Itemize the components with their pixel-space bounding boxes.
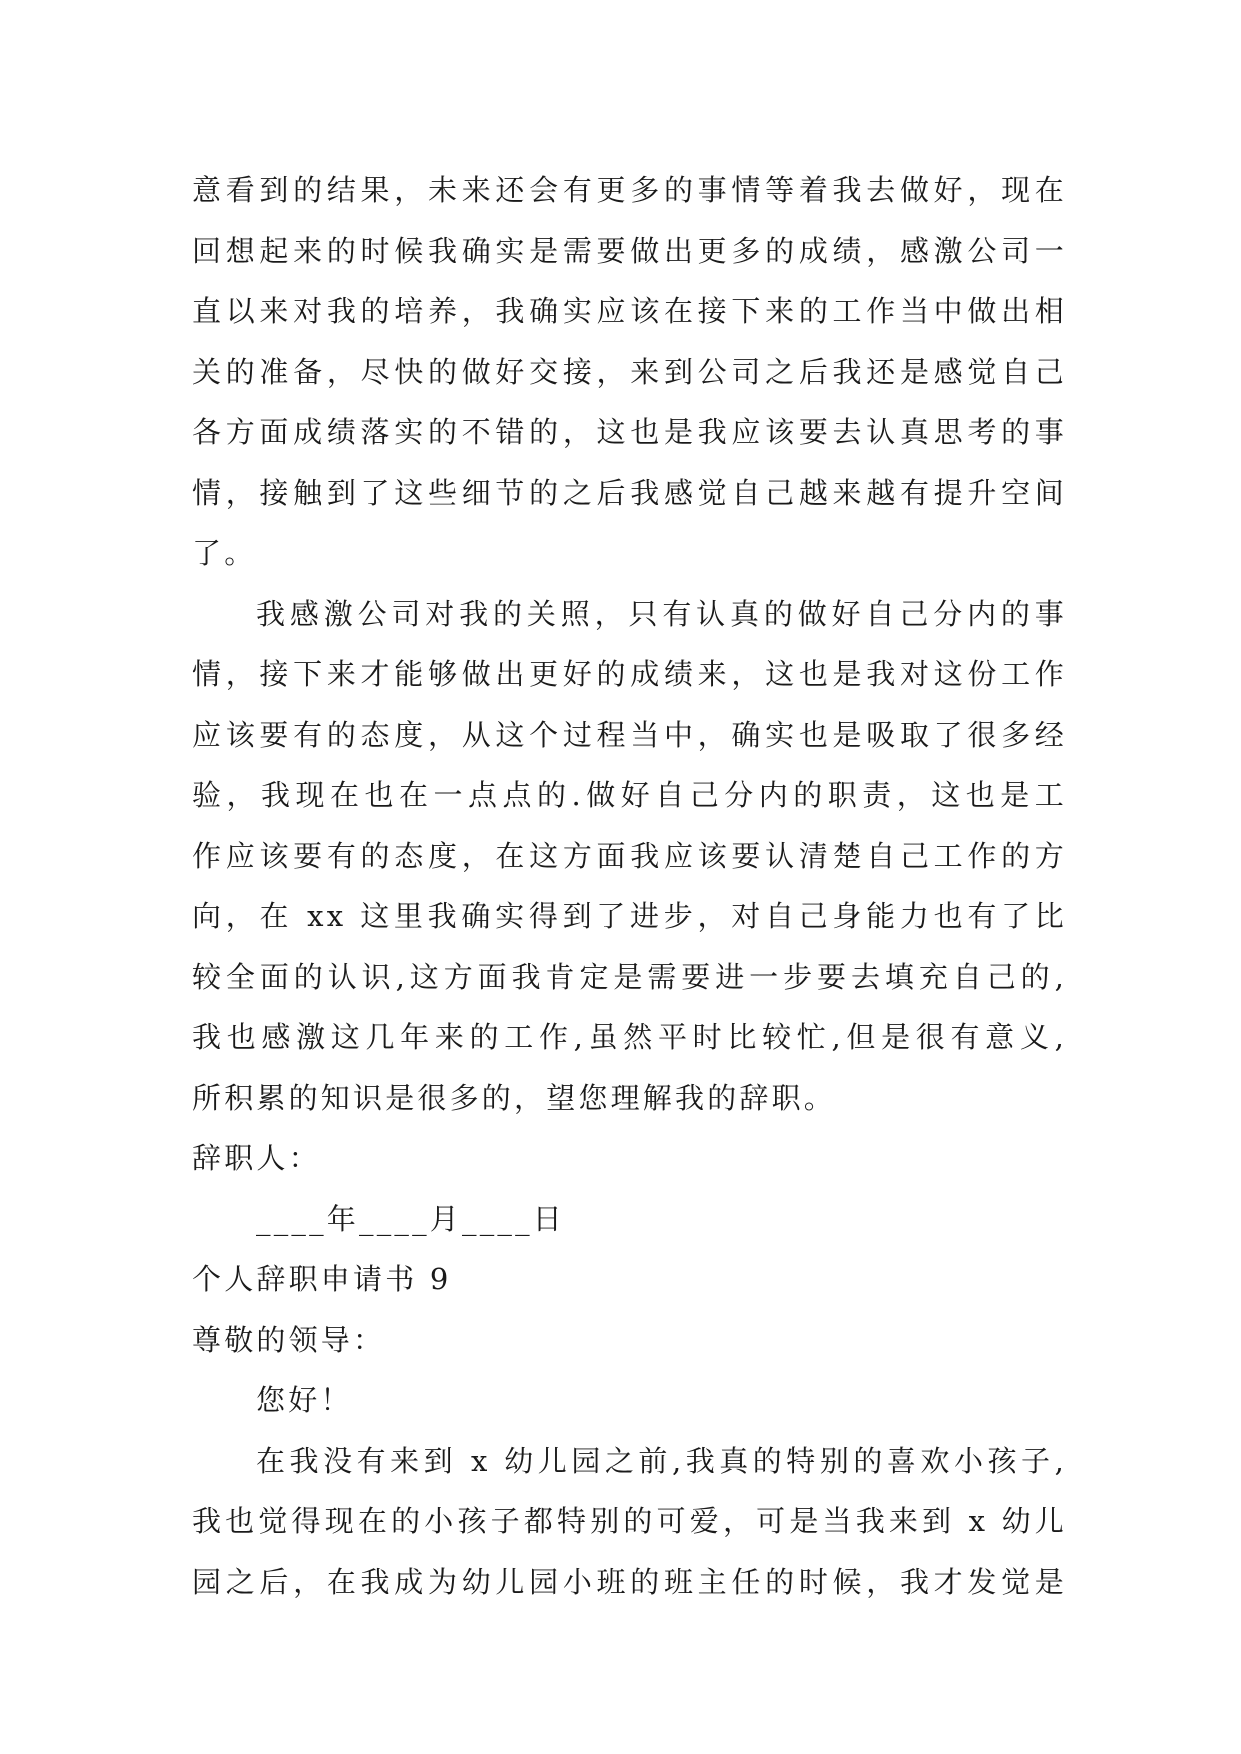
text-line: 较全面的认识,这方面我肯定是需要进一步要去填充自己的, bbox=[192, 959, 1067, 994]
text-line: 直以来对我的培养，我确实应该在接下来的工作当中做出相 bbox=[192, 294, 1067, 328]
text-line: 各方面成绩落实的不错的，这也是我应该要去认真思考的事 bbox=[192, 415, 1067, 449]
text-line: 验，我现在也在一点点的.做好自己分内的职责，这也是工 bbox=[192, 778, 1067, 812]
text-line: 情，接下来才能够做出更好的成绩来，这也是我对这份工作 bbox=[192, 657, 1067, 691]
text-line: 所积累的知识是很多的，望您理解我的辞职。 bbox=[192, 1080, 837, 1115]
greeting: 您好！ bbox=[256, 1383, 353, 1417]
resigner-label: 辞职人： bbox=[192, 1141, 321, 1175]
text-line: 我也感激这几年来的工作,虽然平时比较忙,但是很有意义, bbox=[192, 1020, 1067, 1054]
section-title: 个人辞职申请书 9 bbox=[192, 1262, 452, 1296]
text-line: 向，在 xx 这里我确实得到了进步，对自己身能力也有了比 bbox=[192, 899, 1067, 933]
date-line: ____年____月____日 bbox=[256, 1201, 566, 1236]
paragraph bbox=[192, 160, 1067, 584]
text-line: 情，接触到了这些细节的之后我感觉自己越来越有提升空间 bbox=[192, 475, 1067, 510]
text-line: 作应该要有的态度，在这方面我应该要认清楚自己工作的方 bbox=[192, 838, 1067, 873]
text-line: 我感激公司对我的关照，只有认真的做好自己分内的事 bbox=[256, 596, 1067, 631]
text-line: 我也觉得现在的小孩子都特别的可爱，可是当我来到 x 幼儿 bbox=[192, 1504, 1067, 1538]
text-line: 关的准备，尽快的做好交接，来到公司之后我还是感觉自己 bbox=[192, 354, 1067, 389]
paragraph bbox=[192, 584, 1067, 1129]
text-line: 了。 bbox=[192, 536, 257, 570]
document-body bbox=[192, 160, 1067, 1612]
text-line: 意看到的结果，未来还会有更多的事情等着我去做好，现在 bbox=[192, 173, 1067, 207]
salutation: 尊敬的领导： bbox=[192, 1322, 386, 1357]
text-line: 园之后，在我成为幼儿园小班的班主任的时候，我才发觉是 bbox=[192, 1564, 1067, 1599]
paragraph bbox=[192, 1431, 1067, 1613]
text-line: 回想起来的时候我确实是需要做出更多的成绩，感激公司一 bbox=[192, 233, 1067, 268]
text-line: 应该要有的态度，从这个过程当中，确实也是吸取了很多经 bbox=[192, 717, 1067, 752]
text-line: 在我没有来到 x 幼儿园之前,我真的特别的喜欢小孩子, bbox=[256, 1443, 1067, 1478]
